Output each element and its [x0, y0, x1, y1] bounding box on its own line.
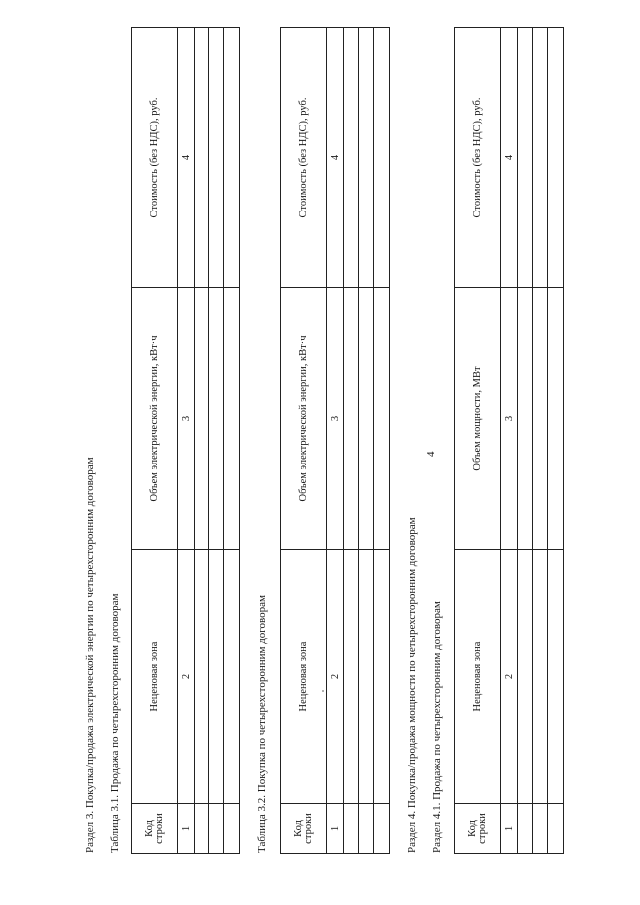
section4-title: Раздел 4. Покупка/продажа мощности по четырехсторонним договорам — [406, 517, 418, 853]
header-zone: Неценовая зона — [281, 550, 327, 804]
col-number: 1 — [327, 804, 344, 854]
col-number: 1 — [178, 804, 195, 854]
table-row — [533, 28, 548, 854]
header-row-code: Код строки — [281, 804, 327, 854]
col-number: 1 — [501, 804, 518, 854]
header-row-code: Код строки — [455, 804, 501, 854]
table-4-1 — [454, 27, 564, 854]
table-row — [548, 28, 564, 854]
col-number: 4 — [178, 28, 195, 288]
header-capacity-volume: Объем мощности, МВт — [455, 288, 501, 550]
col-number: 3 — [178, 288, 195, 550]
table41-caption: Раздел 4.1. Продажа по четырехсторонним договорам — [431, 601, 443, 853]
page-number: 4 — [425, 451, 437, 457]
section3-title: Раздел 3. Покупка/продажа электрической энергии по четырехсторонним договорам — [84, 457, 96, 853]
table-3-2 — [280, 27, 390, 854]
header-cost: Стоимость (без НДС), руб. — [455, 28, 501, 288]
col-number: 4 — [501, 28, 518, 288]
table-row — [374, 28, 390, 854]
table-row — [344, 28, 359, 854]
header-row-code: Код строки — [132, 804, 178, 854]
table-row — [224, 28, 240, 854]
header-zone: Неценовая зона — [132, 550, 178, 804]
col-number: 2 — [501, 550, 518, 804]
table-row — [359, 28, 374, 854]
table-row — [518, 28, 533, 854]
col-number: 3 — [327, 288, 344, 550]
table-3-1 — [131, 27, 240, 854]
header-energy-volume: Объем электрической энергии, кВт·ч — [132, 288, 178, 550]
table-row — [195, 28, 209, 854]
table31-caption: Таблица 3.1. Продажа по четырехсторонним договорам — [109, 593, 121, 853]
col-number: 4 — [327, 28, 344, 288]
header-cost: Стоимость (без НДС), руб. — [132, 28, 178, 288]
table32-caption: Таблица 3.2. Покупка по четырехсторонним договорам — [256, 594, 268, 853]
table-row — [209, 28, 224, 854]
col-number: 3 — [501, 288, 518, 550]
col-number: 2 — [327, 550, 344, 804]
header-zone: Неценовая зона — [455, 550, 501, 804]
col-number: 2 — [178, 550, 195, 804]
header-energy-volume: Объем электрической энергии, кВт·ч — [281, 288, 327, 550]
header-cost: Стоимость (без НДС), руб. — [281, 28, 327, 288]
